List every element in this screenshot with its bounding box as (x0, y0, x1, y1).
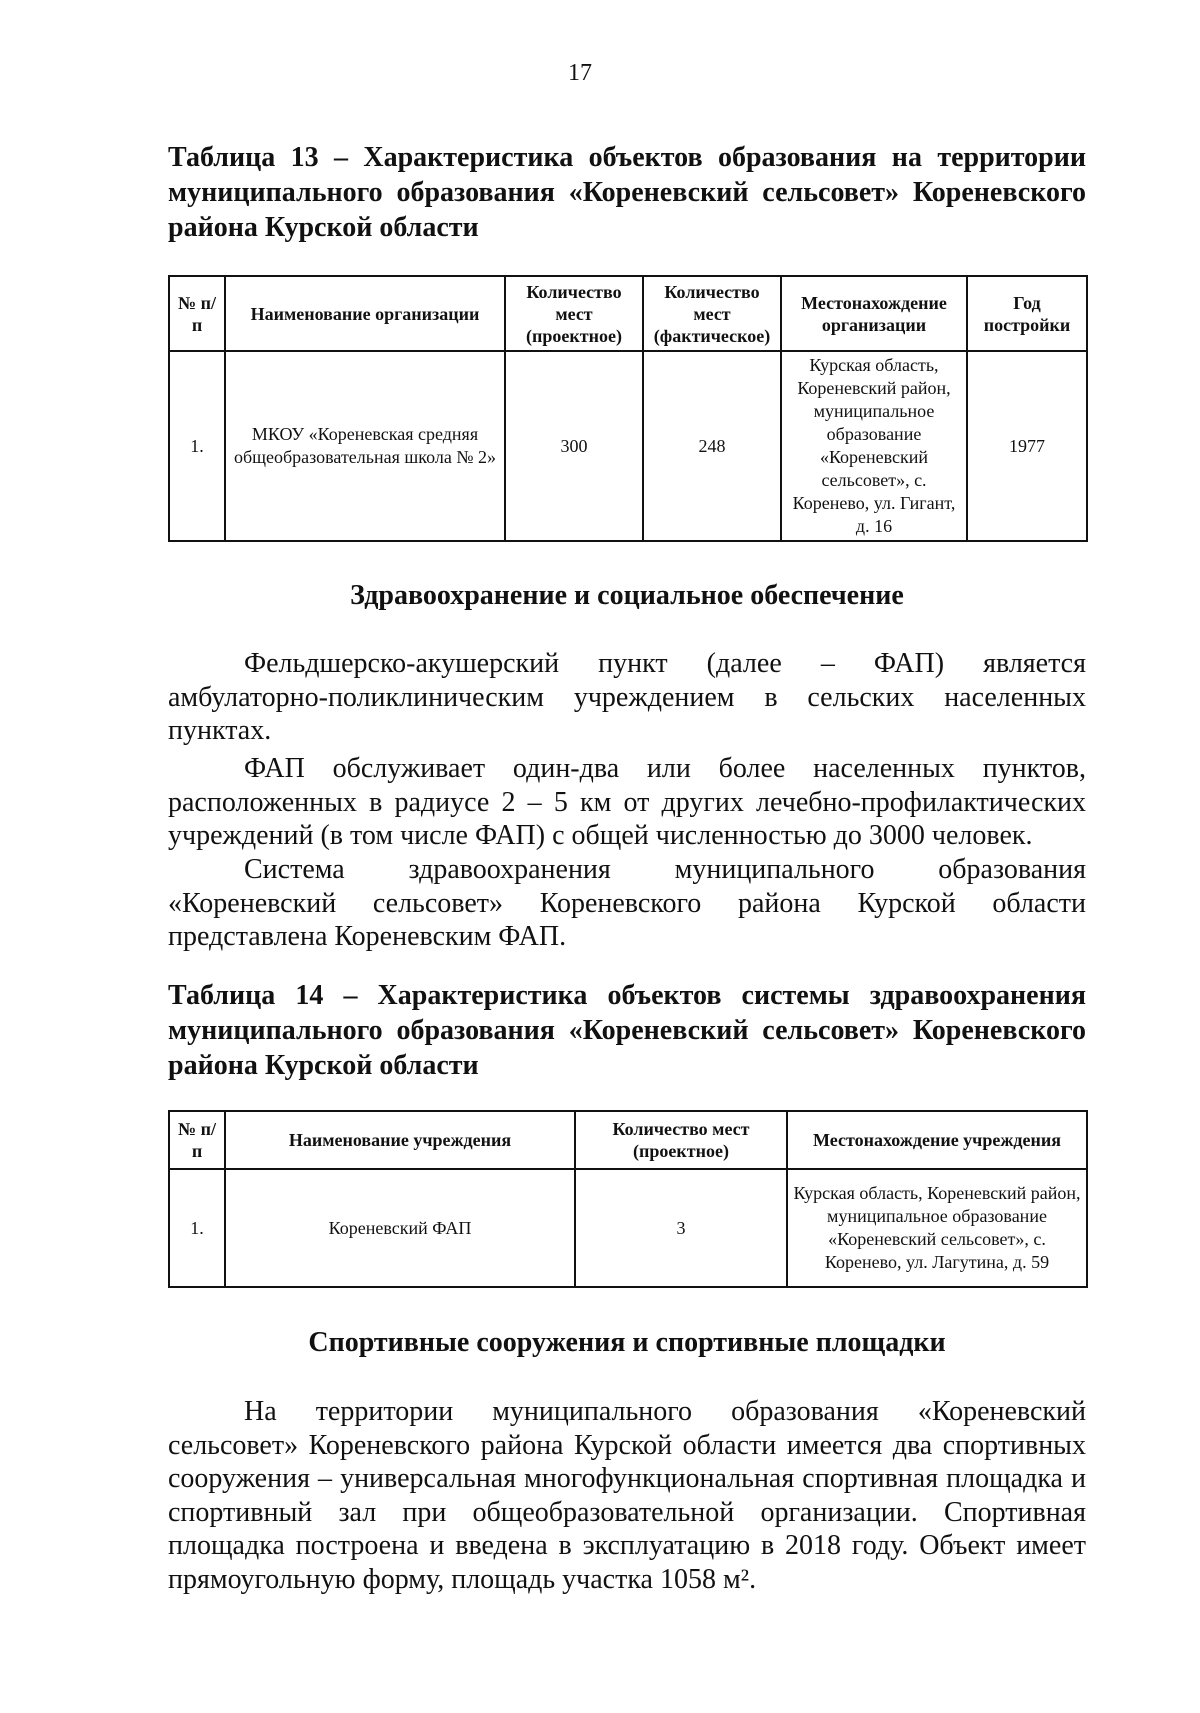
cell-seats-design: 300 (505, 351, 643, 541)
table-header-row (169, 276, 1087, 351)
section-heading-sport: Спортивные сооружения и спортивные площадки (308, 1327, 946, 1358)
cell-seats-design: 3 (575, 1169, 787, 1287)
cell-location: Курская область, Кореневский район, муниципальное образование «Кореневский сельсовет», с. Коренево, ул. Лагутина, д. 59 (787, 1169, 1087, 1287)
header-num: № п/п (169, 276, 225, 351)
sport-paragraph: На территории муниципального образования «Кореневский сельсовет» Кореневского района Курской области имеется два спортивных сооружения – универсальная многофункциональная спортивная площадка и спортивный зал при общеобразовательной организации. Спортивная площадка построена и введена в эксплуатацию в 2018 году. Объект имеет прямоугольную форму, площадь участка 1058 м². (168, 1396, 1086, 1595)
health-paragraph: Фельдшерско-акушерский пункт (далее – ФАП) является амбулаторно-поликлиническим учреждением в сельских населенных пунктах. (168, 648, 1086, 746)
table-14 (168, 1110, 1088, 1288)
cell-num: 1. (169, 1169, 225, 1287)
section-heading-health: Здравоохранение и социальное обеспечение (350, 580, 904, 611)
cell-name: МКОУ «Кореневская средняя общеобразовательная школа № 2» (225, 351, 505, 541)
header-year: Год постройки (967, 276, 1087, 351)
table-row (169, 351, 1087, 541)
header-seats-design: Количество мест (проектное) (505, 276, 643, 351)
table-13 (168, 275, 1088, 542)
header-seats-actual: Количество мест (фактическое) (643, 276, 781, 351)
health-paragraph: Система здравоохранения муниципального образования «Кореневский сельсовет» Кореневского района Курской области представлена Кореневским ФАП. (168, 854, 1086, 952)
cell-seats-actual: 248 (643, 351, 781, 541)
header-location: Местонахождение учреждения (787, 1111, 1087, 1169)
page-number: 17 (568, 60, 592, 86)
header-seats-design: Количество мест (проектное) (575, 1111, 787, 1169)
cell-name: Кореневский ФАП (225, 1169, 575, 1287)
header-name: Наименование учреждения (225, 1111, 575, 1169)
header-num: № п/п (169, 1111, 225, 1169)
table-header-row (169, 1111, 1087, 1169)
cell-year: 1977 (967, 351, 1087, 541)
table-14-title: Таблица 14 – Характеристика объектов системы здравоохранения муниципального образования «Кореневский сельсовет» Кореневского района Курской области (168, 980, 1086, 1081)
health-paragraph: ФАП обслуживает один-два или более населенных пунктов, расположенных в радиусе 2 – 5 км от других лечебно-профилактических учреждений (в том числе ФАП) с общей численностью до 3000 человек. (168, 753, 1086, 851)
cell-num: 1. (169, 351, 225, 541)
table-row (169, 1169, 1087, 1287)
header-name: Наименование организации (225, 276, 505, 351)
header-location: Местонахождение организации (781, 276, 967, 351)
cell-location: Курская область, Кореневский район, муниципальное образование «Кореневский сельсовет», с. Коренево, ул. Гигант, д. 16 (781, 351, 967, 541)
table-13-title: Таблица 13 – Характеристика объектов образования на территории муниципального образования «Кореневский сельсовет» Кореневского района Курской области (168, 142, 1086, 243)
